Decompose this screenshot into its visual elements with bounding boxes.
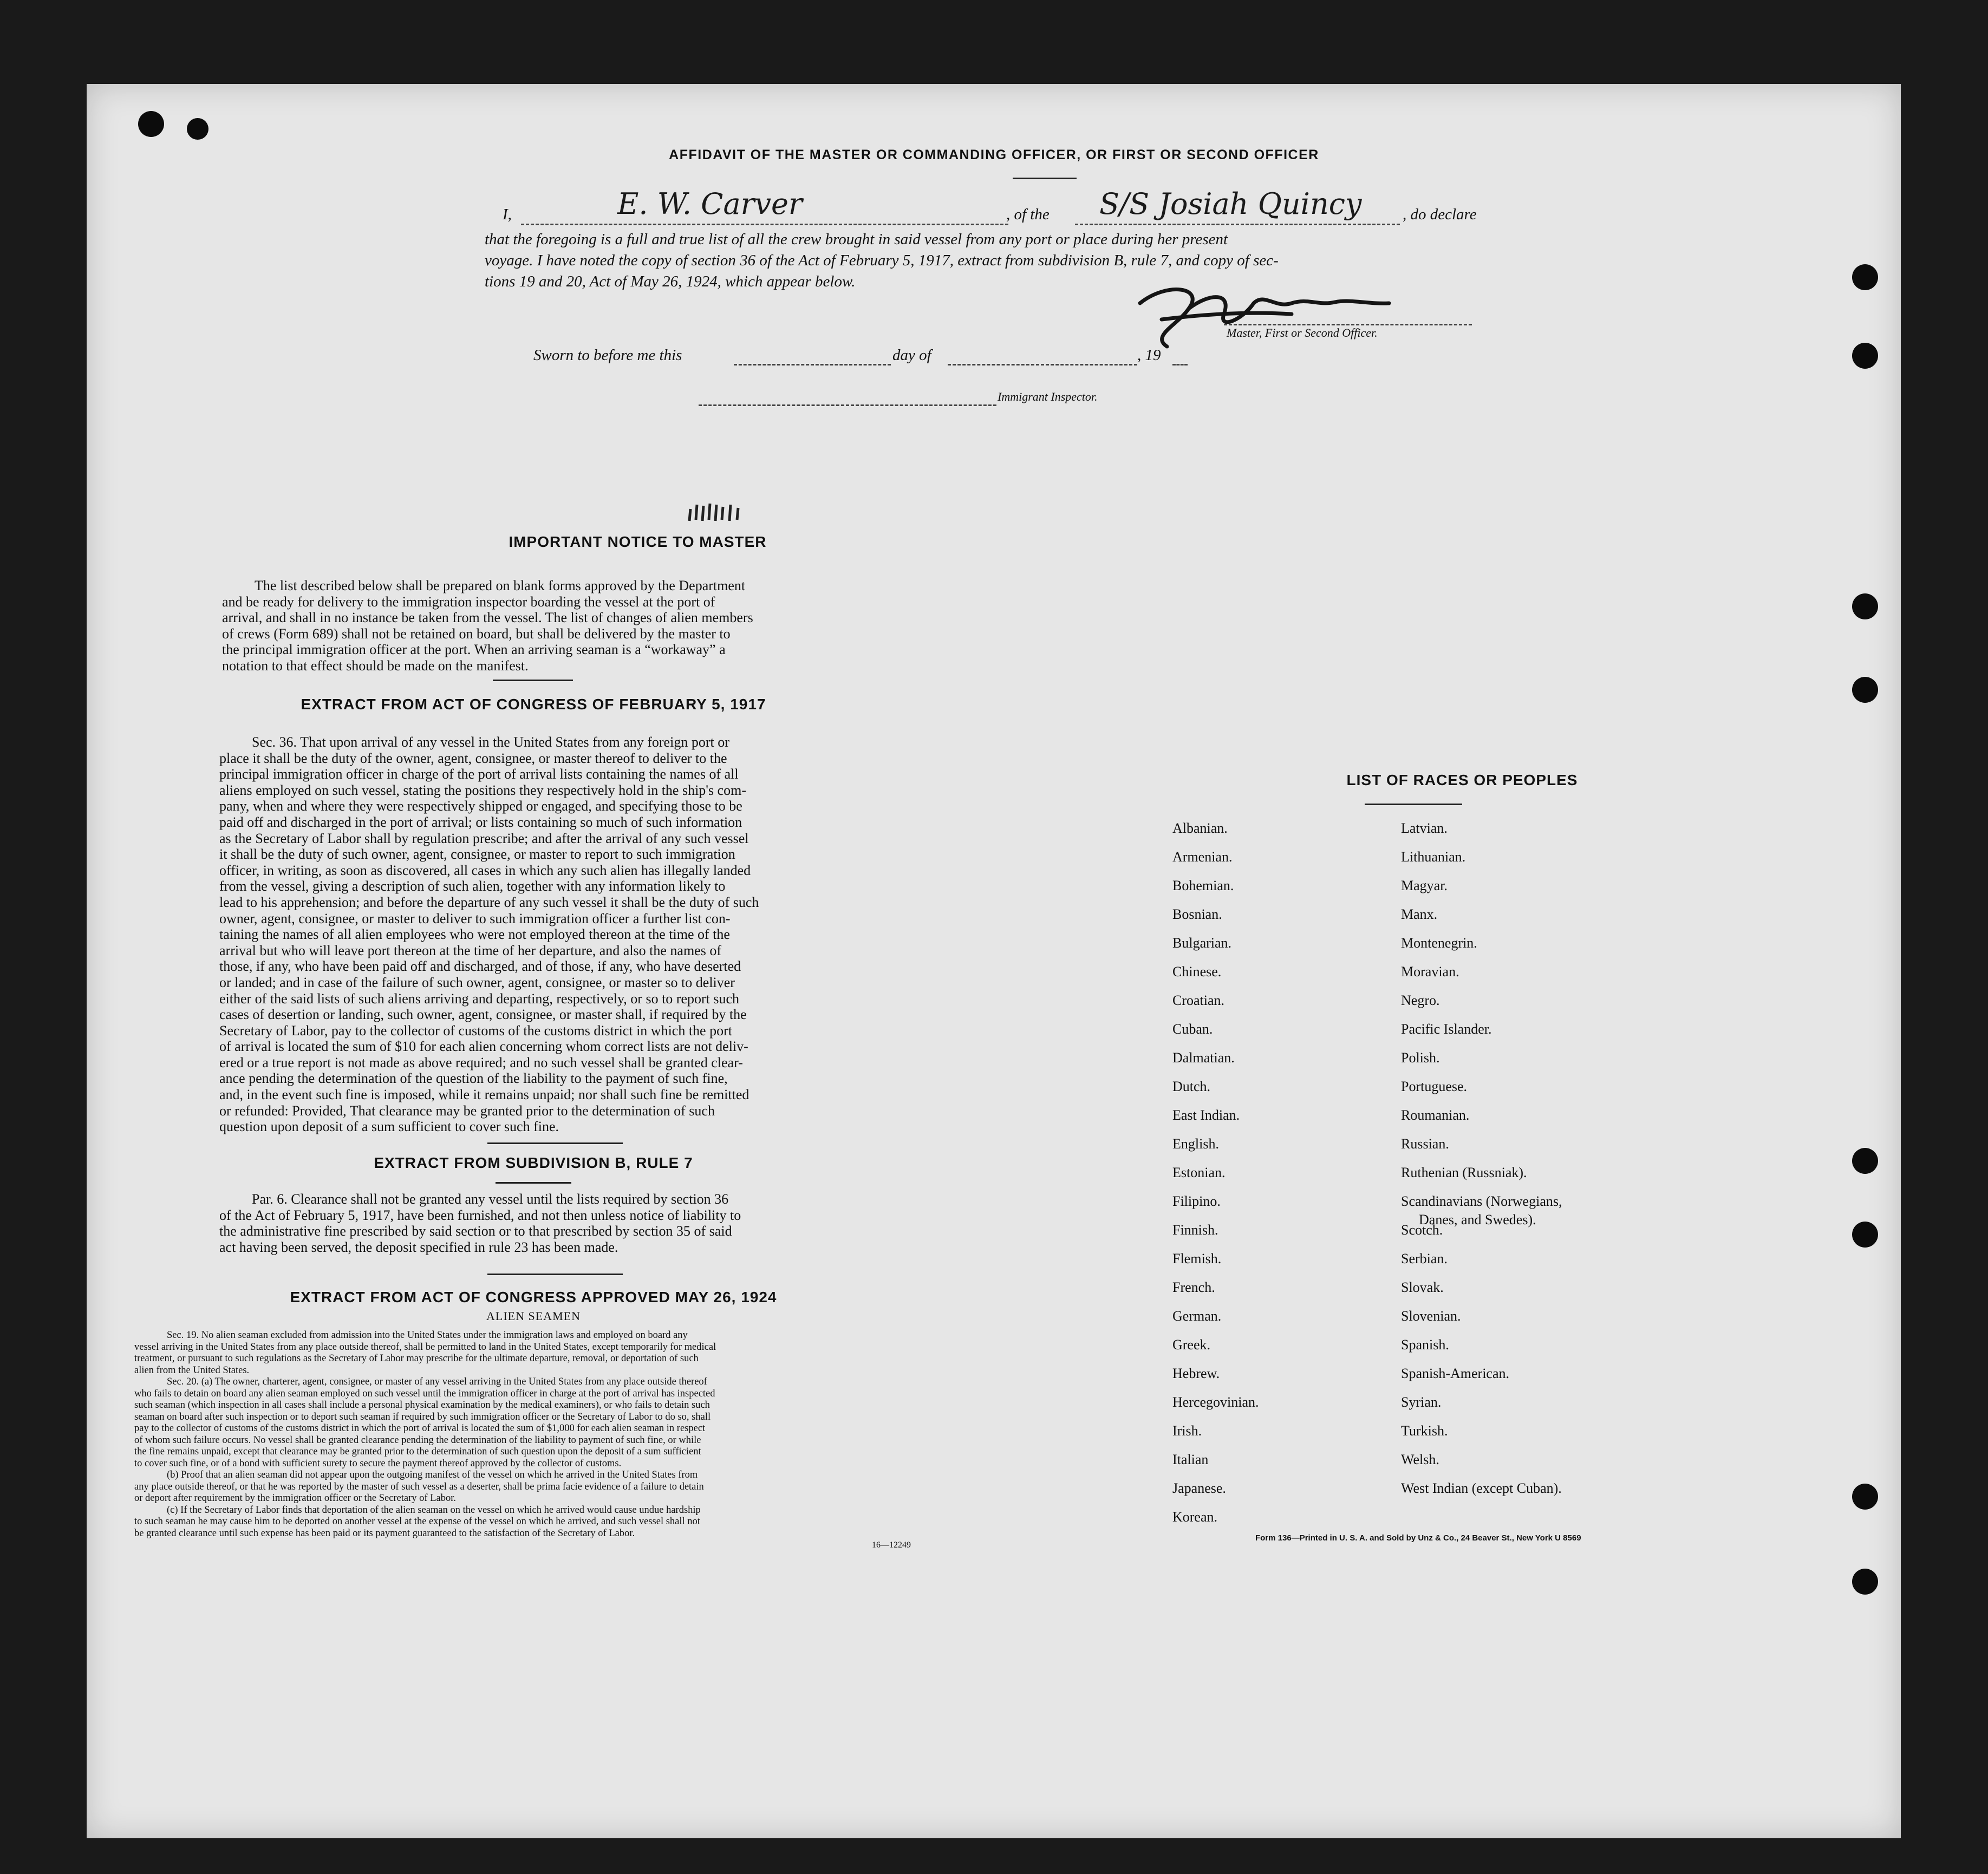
inspector-line [699,404,996,406]
race-item: Japanese. [1172,1480,1226,1496]
extract-1924-line: (c) If the Secretary of Labor finds that deportation of the alien seaman on the vessel on which he arrived would cause undue hardship [167,1504,701,1516]
extract-1917-line: and, in the event such fine is imposed, while it remains unpaid; nor shall such fine be remitted [219,1087,749,1103]
sworn-day-label: day of [892,347,931,364]
notice-line: the principal immigration officer at the port. When an arriving seaman is a “workaway” a [222,642,726,658]
extract-1924-line: to cover such fine, or of a bond with sufficient surety to secure the payment thereof approved by the collector of customs. [134,1458,622,1469]
extract-1924-line: who fails to detain on board any alien seaman employed on such vessel until the immigration officer in charge at the port of arrival has inspected [134,1388,715,1399]
race-item: Estonian. [1172,1165,1226,1180]
race-item: Slovak. [1401,1279,1444,1295]
handwritten-master-name: E. W. Carver [617,187,803,221]
race-item: Turkish. [1401,1423,1448,1439]
extract-1917-line: lead to his apprehension; and before the departure of any such vessel it shall be the duty of such [219,894,759,910]
race-item: Filipino. [1172,1193,1221,1209]
section-rule [496,1182,571,1184]
race-item: German. [1172,1308,1222,1324]
affidavit-body-line: that the foregoing is a full and true list of all the crew brought in said vessel from any port or place during her present [485,231,1228,248]
extract-1917-line: arrival but who will leave port thereon at the time of her departure, and also the names of [219,942,721,958]
extract-1924-line: of whom such failure occurs. No vessel shall be granted clearance pending the determination of the liability to payment of such fine, or while [134,1434,701,1446]
extract-1924-line: pay to the collector of customs of the customs district in which the port of arrival is located the sum of $1,000 for each alien seaman in respect [134,1423,706,1434]
extract-1917-line: paid off and discharged in the port of arrival; or lists containing so much of such information [219,814,742,830]
extract-1917-line: of arrival is located the sum of $10 for each alien concerning whom correct lists are not deliv- [219,1039,748,1055]
extract-1924-line: such seaman (which inspection in all cases shall include a personal physical examination by the medical examiners), or who fails to detain such [134,1400,710,1411]
race-item: Moravian. [1401,964,1459,980]
section-rule [493,680,573,681]
rule7-line: Par. 6. Clearance shall not be granted any vessel until the lists required by section 36 [252,1191,729,1207]
punch-hole [187,118,208,140]
extract-1924-line: to such seaman he may cause him to be deported on another vessel at the expense of the vessel on which he arrived, and such vessel shall not [134,1516,700,1527]
race-item: Montenegrin. [1401,935,1477,951]
race-item: Italian [1172,1452,1209,1467]
extract-1924-heading: EXTRACT FROM ACT OF CONGRESS APPROVED MAY 26, 1924 [290,1289,777,1305]
races-heading: LIST OF RACES OR PEOPLES [1346,772,1578,788]
extract-1917-line: principal immigration officer in charge of the port of arrival lists containing the names of all [219,766,739,782]
affidavit-body-line: voyage. I have noted the copy of section 36 of the Act of February 5, 1917, extract from subdivision B, rule 7, and copy of sec- [485,252,1279,269]
extract-1924-line: any place outside thereof, or that he was reported by the master of such vessel as a deserter, shall be prima facie evidence of a failure to detain [134,1481,704,1492]
punch-hole [1852,1569,1878,1595]
race-item: Hercegovinian. [1172,1394,1259,1410]
extract-1917-line: as the Secretary of Labor shall by regulation prescribe; and after the arrival of any such vessel [219,830,749,846]
extract-1917-line: ance pending the determination of the question of the liability to the payment of such fine, [219,1070,728,1087]
extract-1917-line: Sec. 36. That upon arrival of any vessel in the United States from any foreign port or [252,734,729,750]
race-item: Lithuanian. [1401,849,1466,865]
notice-line: The list described below shall be prepared on blank forms approved by the Department [255,578,746,593]
race-item: Russian. [1401,1136,1449,1152]
race-item: Portuguese. [1401,1079,1468,1094]
affidavit-do-declare-label: , do declare [1403,206,1477,223]
extract-1917-line: or landed; and in case of the failure of such owner, agent, consignee, or master so to deliver [219,974,735,990]
rule7-line: act having been served, the deposit specified in rule 23 has been made. [219,1239,618,1255]
race-item: Scandinavians (Norwegians, [1401,1193,1562,1209]
punch-hole [1852,677,1878,703]
form-footer: Form 136—Printed in U. S. A. and Sold by Unz & Co., 24 Beaver St., New York U 8569 [1255,1533,1581,1543]
race-item: Dalmatian. [1172,1050,1235,1066]
race-item: Spanish. [1401,1337,1449,1353]
tally-marks [685,498,745,525]
extract-1917-line: it shall be the duty of such owner, agent, consignee, or master to report to such immigration [219,846,735,863]
extract-1917-line: pany, when and where they were respectively shipped or engaged, and specifying those to be [219,798,742,814]
form-code: 16—12249 [872,1540,911,1550]
section-rule [487,1274,623,1275]
extract-1917-line: officer, in writing, as soon as discovered, all cases in which any such alien has illegally landed [219,862,751,878]
race-item: Serbian. [1401,1251,1448,1266]
extract-1924-line: be granted clearance until such expense has been paid or its payment guaranteed to the satisfaction of the Secretary of Labor. [134,1527,635,1539]
sworn-month-line [948,364,1137,365]
race-item: Finnish. [1172,1222,1218,1238]
sworn-year-line [1172,364,1188,365]
vessel-line [1075,224,1400,225]
race-item: Greek. [1172,1337,1211,1353]
extract-1924-line: (b) Proof that an alien seaman did not appear upon the outgoing manifest of the vessel on which he arrived in the United States from [167,1470,698,1480]
punch-hole [138,111,164,137]
race-item: East Indian. [1172,1107,1240,1123]
race-item: Roumanian. [1401,1107,1470,1123]
race-item: Ruthenian (Russniak). [1401,1165,1527,1180]
punch-hole [1852,264,1878,290]
signature-caption: Master, First or Second Officer. [1227,326,1378,339]
race-item: Spanish-American. [1401,1366,1510,1381]
race-item: Korean. [1172,1509,1218,1525]
race-item: Albanian. [1172,820,1228,836]
section-rule [487,1142,623,1144]
inspector-caption: Immigrant Inspector. [998,390,1098,403]
affidavit-of-the-label: , of the [1006,206,1050,223]
master-signature [1129,271,1394,357]
extract-1917-line: question upon deposit of a sum sufficient to cover such fine. [219,1119,559,1135]
rule7-line: the administrative fine prescribed by said section or to that prescribed by section 35 of said [219,1223,732,1239]
extract-1917-line: cases of desertion or landing, such owner, agent, consignee, or master shall, if required by the [219,1007,747,1023]
race-item: Irish. [1172,1423,1202,1439]
extract-1917-line: ered or a true report is not made as above required; and no such vessel shall be granted clear- [219,1054,743,1070]
extract-1924-subheading: ALIEN SEAMEN [486,1309,581,1323]
race-item: Syrian. [1401,1394,1442,1410]
extract-1917-line: from the vessel, giving a description of such alien, together with any information likely to [219,878,726,894]
extract-1917-line: aliens employed on such vessel, stating the positions they respectively hold in the ship's com- [219,782,747,798]
notice-heading: IMPORTANT NOTICE TO MASTER [509,533,767,550]
notice-line: notation to that effect should be made on the manifest. [222,657,529,674]
race-item: West Indian (except Cuban). [1401,1480,1562,1496]
race-item: Armenian. [1172,849,1233,865]
affidavit-title: AFFIDAVIT OF THE MASTER OR COMMANDING OFFICER, OR FIRST OR SECOND OFFICER [669,147,1319,162]
race-item: Latvian. [1401,820,1448,836]
extract-1924-line: the fine remains unpaid, except that clearance may be granted prior to the determination of such question upon the deposit of a sum sufficient [134,1446,701,1457]
handwritten-vessel-name: S/S Josiah Quincy [1099,187,1362,221]
race-item: English. [1172,1136,1219,1152]
sworn-label: Sworn to before me this [533,347,682,364]
notice-line: of crews (Form 689) shall not be retained on board, but shall be delivered by the master to [222,625,731,642]
extract-1924-line: or deport after requirement by the immigration officer or the Secretary of Labor. [134,1493,456,1504]
affidavit-body-line: tions 19 and 20, Act of May 26, 1924, which appear below. [485,273,856,290]
extract-1917-line: place it shall be the duty of the owner, agent, consignee, or master thereof to deliver to the [219,750,727,766]
extract-1917-heading: EXTRACT FROM ACT OF CONGRESS OF FEBRUARY 5, 1917 [301,696,766,713]
race-item: Hebrew. [1172,1366,1220,1381]
punch-hole [1852,1484,1878,1510]
extract-1917-line: owner, agent, consignee, or master to deliver to such immigration officer a further list con- [219,910,731,926]
extract-1924-line: treatment, or pursuant to such regulations as the Secretary of Labor may prescribe for the ultimate departure, removal, or deportation of such [134,1353,699,1364]
extract-1924-line: seaman on board after such inspection or to deport such seaman if required by such immigration officer or the Secretary of Labor to do so, shall [134,1411,711,1422]
race-item: French. [1172,1279,1215,1295]
race-item: Bulgarian. [1172,935,1232,951]
punch-hole [1852,593,1878,619]
race-item: Chinese. [1172,964,1222,980]
sworn-year-label: , 19 [1137,347,1161,364]
sworn-date-line [734,364,891,365]
punch-hole [1852,1148,1878,1174]
extract-1917-line: taining the names of all alien employees who were not employed thereon at the time of the [219,926,730,943]
rule7-text [219,1191,838,1255]
extract-1924-line: Sec. 20. (a) The owner, charterer, agent, consignee, or master of any vessel arriving in the United States from any place outside thereof [167,1376,707,1387]
race-item: Magyar. [1401,878,1448,893]
affidavit-i-label: I, [503,206,512,223]
extract-1924-text [134,1330,920,1539]
extract-1924-line: Sec. 19. No alien seaman excluded from admission into the United States under the immigration laws and employed on board any [167,1330,688,1341]
extract-1917-text [219,734,838,1135]
race-item: Scotch. [1401,1222,1443,1238]
race-item: Croatian. [1172,992,1225,1008]
race-item: Flemish. [1172,1251,1222,1266]
race-item: Dutch. [1172,1079,1211,1094]
race-item: Bohemian. [1172,878,1234,893]
extract-1917-line: or refunded: Provided, That clearance may be granted prior to the determination of such [219,1102,715,1119]
race-item: Negro. [1401,992,1440,1008]
notice-line: arrival, and shall in no instance be taken from the vessel. The list of changes of alien members [222,610,753,626]
race-item: Manx. [1401,906,1438,922]
rule7-line: of the Act of February 5, 1917, have been furnished, and not then unless notice of liability to [219,1207,741,1223]
extract-1924-line: alien from the United States. [134,1364,250,1376]
race-item: Danes, and Swedes). [1419,1212,1536,1227]
punch-hole [1852,1222,1878,1248]
race-item: Slovenian. [1401,1308,1461,1324]
punch-hole [1852,343,1878,369]
race-item: Pacific Islander. [1401,1021,1492,1037]
races-rule [1365,804,1462,805]
title-rule [1013,178,1077,179]
extract-1917-line: Secretary of Labor, pay to the collector of customs of the customs district in which the port [219,1022,732,1039]
notice-line: and be ready for delivery to the immigration inspector boarding the vessel at the port of [222,593,715,610]
race-item: Polish. [1401,1050,1440,1066]
extract-1917-line: either of the said lists of such aliens arriving and departing, respectively, or so to report such [219,990,740,1007]
notice-text [222,578,839,674]
name-line [521,224,1008,225]
race-item: Bosnian. [1172,906,1222,922]
signature-line [1224,324,1472,325]
race-item: Cuban. [1172,1021,1213,1037]
rule7-heading: EXTRACT FROM SUBDIVISION B, RULE 7 [374,1154,693,1171]
extract-1917-line: those, if any, who have been paid off and discharged, and of those, if any, who have deserted [219,958,741,975]
race-item: Welsh. [1401,1452,1439,1467]
extract-1924-line: vessel arriving in the United States from any place outside thereof, shall be permitted to land in the United States, except temporarily for medical [134,1341,716,1353]
